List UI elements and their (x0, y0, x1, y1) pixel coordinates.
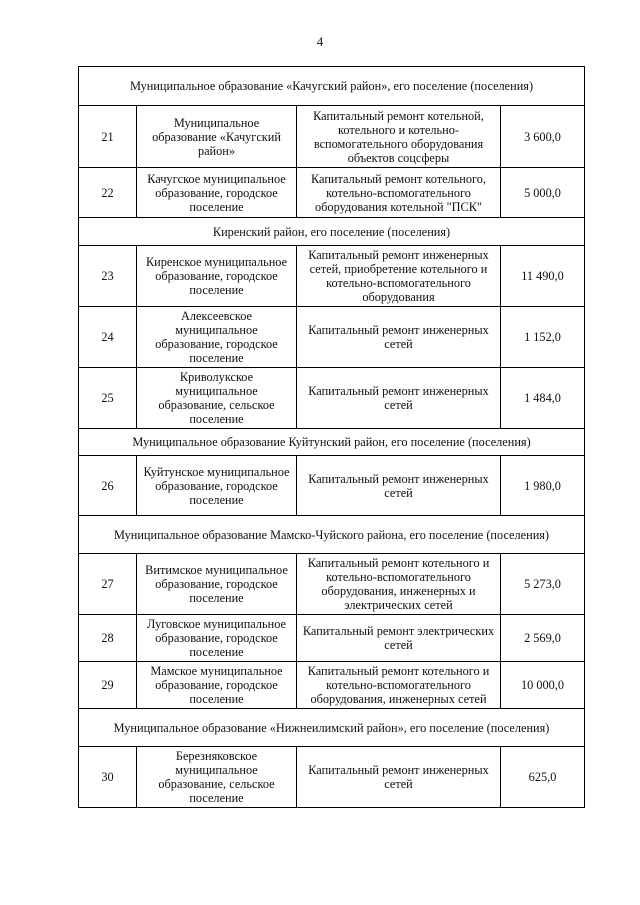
entity-cell: Куйтунское муниципальное образование, городское поселение (137, 456, 297, 516)
amount-cell: 2 569,0 (501, 615, 585, 662)
table-row (79, 615, 585, 662)
entity-cell: Мамское муниципальное образование, городское поселение (137, 662, 297, 709)
work-cell: Капитальный ремонт котельного и котельно-вспомогательного оборудования, инженерных сетей (297, 662, 501, 709)
table-row (79, 106, 585, 168)
table-row (79, 662, 585, 709)
work-cell: Капитальный ремонт инженерных сетей (297, 456, 501, 516)
work-cell: Капитальный ремонт котельной, котельного и котельно-вспомогательного оборудования объектов соцсферы (297, 106, 501, 168)
entity-cell: Криволукское муниципальное образование, сельское поселение (137, 368, 297, 429)
work-cell: Капитальный ремонт электрических сетей (297, 615, 501, 662)
amount-cell: 1 152,0 (501, 307, 585, 368)
section-title: Муниципальное образование Мамско-Чуйского района, его поселение (поселения) (79, 516, 585, 554)
section-header (79, 516, 585, 554)
entity-cell: Луговское муниципальное образование, городское поселение (137, 615, 297, 662)
row-number: 29 (79, 662, 137, 709)
funding-table (78, 66, 585, 808)
entity-cell: Муниципальное образование «Качугский район» (137, 106, 297, 168)
amount-cell: 5 273,0 (501, 554, 585, 615)
row-number: 21 (79, 106, 137, 168)
table-row (79, 554, 585, 615)
section-header (79, 218, 585, 246)
row-number: 24 (79, 307, 137, 368)
work-cell: Капитальный ремонт инженерных сетей (297, 307, 501, 368)
work-cell: Капитальный ремонт инженерных сетей, приобретение котельного и котельно-вспомогательного оборудования (297, 246, 501, 307)
section-header (79, 429, 585, 456)
section-header (79, 67, 585, 106)
amount-cell: 11 490,0 (501, 246, 585, 307)
table-row (79, 456, 585, 516)
entity-cell: Березняковское муниципальное образование, сельское поселение (137, 747, 297, 808)
section-title: Муниципальное образование «Нижнеилимский район», его поселение (поселения) (79, 709, 585, 747)
row-number: 22 (79, 168, 137, 218)
work-cell: Капитальный ремонт котельного и котельно-вспомогательного оборудования, инженерных и электрических сетей (297, 554, 501, 615)
amount-cell: 5 000,0 (501, 168, 585, 218)
amount-cell: 1 980,0 (501, 456, 585, 516)
row-number: 30 (79, 747, 137, 808)
row-number: 23 (79, 246, 137, 307)
amount-cell: 10 000,0 (501, 662, 585, 709)
section-title: Киренский район, его поселение (поселения) (79, 218, 585, 246)
table-row (79, 368, 585, 429)
table-row (79, 307, 585, 368)
section-header (79, 709, 585, 747)
work-cell: Капитальный ремонт котельного, котельно-вспомогательного оборудования котельной "ПСК" (297, 168, 501, 218)
amount-cell: 1 484,0 (501, 368, 585, 429)
row-number: 28 (79, 615, 137, 662)
entity-cell: Киренское муниципальное образование, городское поселение (137, 246, 297, 307)
table-row (79, 246, 585, 307)
section-title: Муниципальное образование Куйтунский район, его поселение (поселения) (79, 429, 585, 456)
amount-cell: 3 600,0 (501, 106, 585, 168)
section-title: Муниципальное образование «Качугский район», его поселение (поселения) (79, 67, 585, 106)
work-cell: Капитальный ремонт инженерных сетей (297, 368, 501, 429)
row-number: 25 (79, 368, 137, 429)
entity-cell: Алексеевское муниципальное образование, городское поселение (137, 307, 297, 368)
amount-cell: 625,0 (501, 747, 585, 808)
page-number: 4 (316, 34, 324, 49)
row-number: 27 (79, 554, 137, 615)
work-cell: Капитальный ремонт инженерных сетей (297, 747, 501, 808)
table-row (79, 747, 585, 808)
entity-cell: Качугское муниципальное образование, городское поселение (137, 168, 297, 218)
entity-cell: Витимское муниципальное образование, городское поселение (137, 554, 297, 615)
table-row (79, 168, 585, 218)
row-number: 26 (79, 456, 137, 516)
